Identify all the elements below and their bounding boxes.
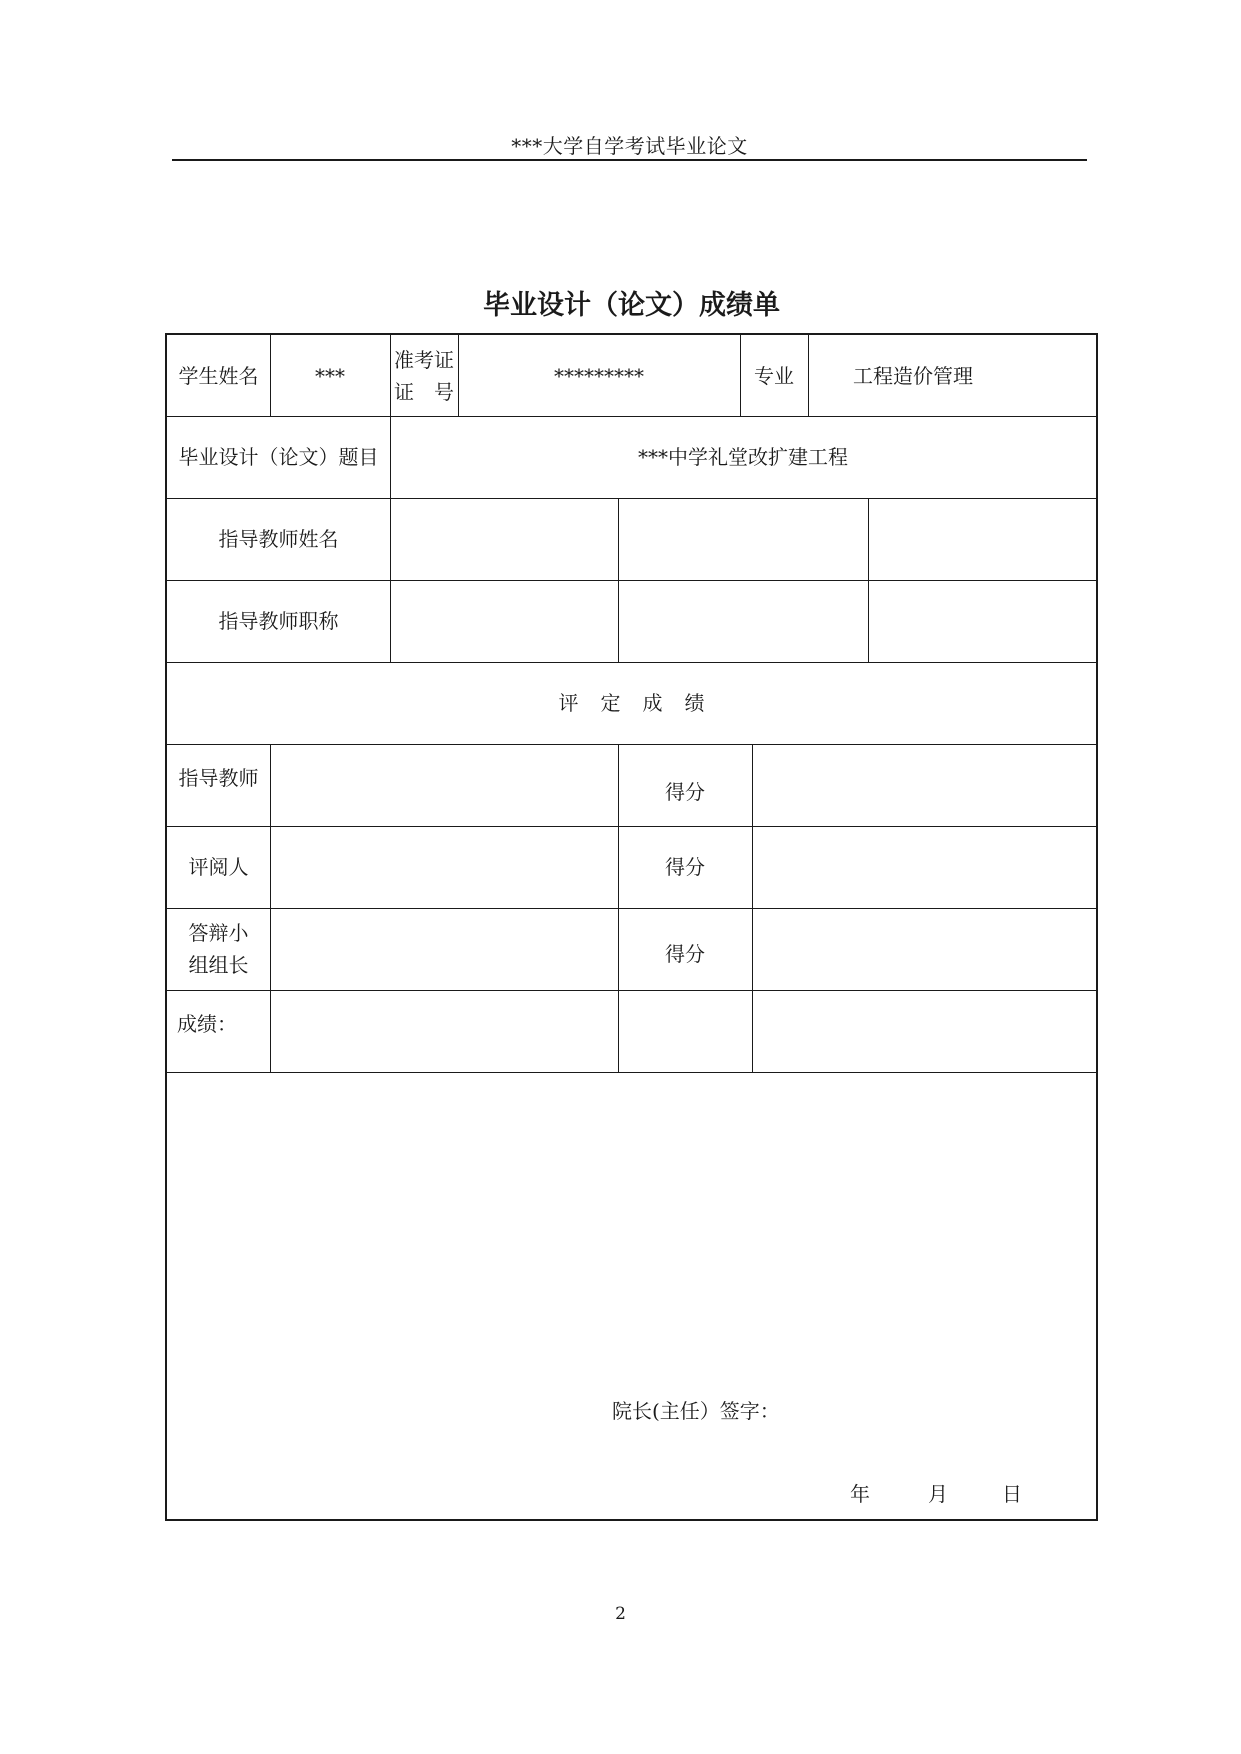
page-number: 2 (615, 1604, 626, 1624)
advisor-rank-field[interactable] (868, 580, 1096, 662)
date-day-label: 日 (1002, 1482, 1022, 1506)
header-rule (172, 159, 1087, 161)
advisor-name-label: 指导教师姓名 (218, 527, 339, 551)
advisor-name-field[interactable] (868, 498, 1096, 580)
date-year-label: 年 (850, 1482, 870, 1506)
grading-section-text: 评定成绩 (558, 691, 727, 715)
score-field[interactable] (752, 908, 1096, 990)
result-value[interactable] (247, 1008, 1067, 1036)
score-label: 得分 (665, 780, 705, 804)
grader-label-line1: 答辩小 (188, 921, 249, 945)
exam-id-value: ********* (554, 363, 644, 388)
advisor-rank-field[interactable] (390, 580, 618, 662)
date-month-label: 月 (928, 1482, 948, 1506)
exam-id-label-line1: 准考证 (394, 347, 454, 372)
grader-field[interactable] (270, 826, 618, 908)
grader-label: 指导教师 (178, 766, 259, 790)
major-value: 工程造价管理 (853, 363, 973, 388)
row-divider (167, 1072, 1096, 1073)
form-title: 毕业设计（论文）成绩单 (483, 290, 780, 321)
student-name-label: 学生姓名 (178, 363, 259, 388)
grader-label: 评阅人 (188, 855, 249, 879)
signature-label: 院长(主任）签字： (612, 1399, 780, 1423)
score-field[interactable] (752, 744, 1096, 826)
score-label: 得分 (665, 942, 705, 966)
grade-form (165, 333, 1098, 1521)
student-name-value: *** (315, 363, 345, 388)
major-label: 专业 (754, 363, 794, 388)
result-label: 成绩： (177, 1012, 237, 1036)
advisor-name-field[interactable] (390, 498, 618, 580)
grader-label (167, 908, 270, 990)
advisor-rank-label: 指导教师职称 (218, 609, 339, 633)
thesis-title-label: 毕业设计（论文）题目 (178, 445, 379, 469)
running-header: ***大学自学考试毕业论文 (511, 134, 748, 158)
grader-field[interactable] (270, 744, 618, 826)
score-label: 得分 (665, 855, 705, 879)
exam-id-label (390, 335, 458, 416)
grading-section-label (167, 662, 1096, 744)
exam-id-label-line2: 证 号 (394, 379, 454, 404)
grader-field[interactable] (270, 908, 618, 990)
score-field[interactable] (752, 826, 1096, 908)
thesis-title-value: ***中学礼堂改扩建工程 (638, 445, 848, 469)
advisor-rank-field[interactable] (618, 580, 868, 662)
advisor-name-field[interactable] (618, 498, 868, 580)
row-divider (167, 990, 1096, 991)
grader-label-line2: 组组长 (188, 953, 249, 977)
